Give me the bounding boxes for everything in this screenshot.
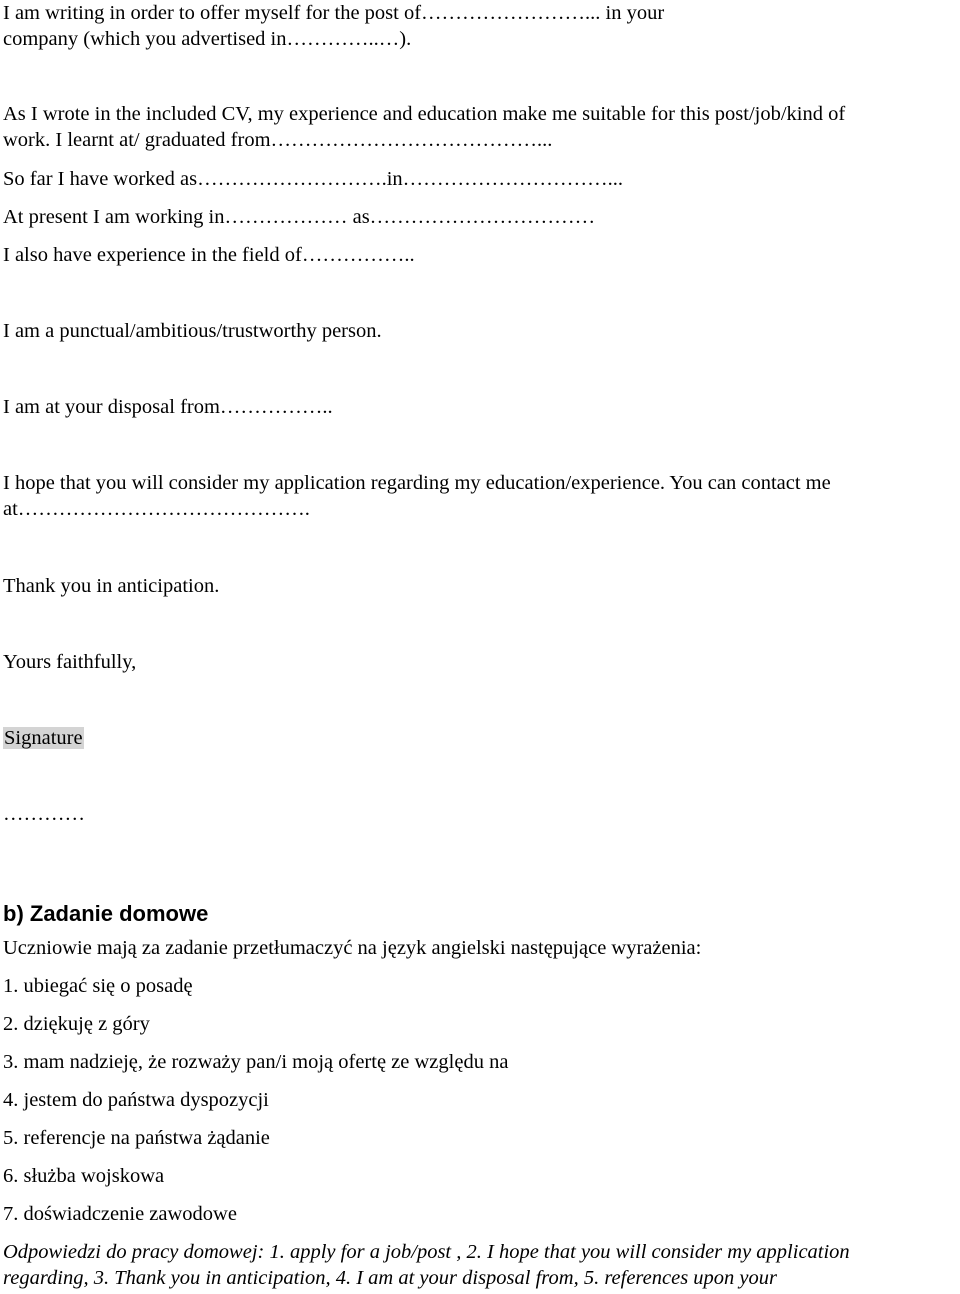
letter-line-closing: Yours faithfully, <box>3 651 137 673</box>
letter-line-worked: So far I have worked as……………………….in…………………………... <box>3 168 624 190</box>
homework-item: 5. referencje na państwa żądanie <box>3 1127 270 1149</box>
letter-line-present: At present I am working in……………… as…………………………… <box>3 206 596 228</box>
answers-line-1: Odpowiedzi do pracy domowej: 1. apply for a job/post , 2. I hope that you will consider my application <box>3 1241 850 1263</box>
signature-line <box>3 725 84 751</box>
homework-item: 1. ubiegać się o posadę <box>3 975 193 997</box>
letter-line-cv: As I wrote in the included CV, my experience and education make me suitable for this post/job/kind of <box>3 103 846 125</box>
letter-line-contact: at……………………………………. <box>3 498 310 520</box>
letter-line-disposal: I am at your disposal from…………….. <box>3 396 333 418</box>
homework-item: 6. służba wojskowa <box>3 1165 165 1187</box>
letter-line-education: work. I learnt at/ graduated from…………………………………... <box>3 129 553 151</box>
homework-item: 2. dziękuję z góry <box>3 1013 150 1035</box>
letter-line-advertised: company (which you advertised in…………..…). <box>3 28 412 50</box>
letter-line-field: I also have experience in the field of…………….. <box>3 244 415 266</box>
signature-dots: ………… <box>3 803 85 825</box>
letter-line-thanks: Thank you in anticipation. <box>3 575 220 597</box>
homework-item: 3. mam nadzieję, że rozważy pan/i moją ofertę ze względu na <box>3 1051 509 1073</box>
letter-line-person: I am a punctual/ambitious/trustworthy person. <box>3 320 382 342</box>
homework-intro: Uczniowie mają za zadanie przetłumaczyć na język angielski następujące wyrażenia: <box>3 937 702 959</box>
signature-label: Signature <box>4 727 83 749</box>
homework-item: 7. doświadczenie zawodowe <box>3 1203 237 1225</box>
letter-line-hope: I hope that you will consider my application regarding my education/experience. You can contact me <box>3 472 831 494</box>
answers-line-2: regarding, 3. Thank you in anticipation, 4. I am at your disposal from, 5. references upon your <box>3 1267 777 1289</box>
letter-line-post: I am writing in order to offer myself for the post of……………………... in your <box>3 2 665 24</box>
homework-item: 4. jestem do państwa dyspozycji <box>3 1089 269 1111</box>
homework-heading: b) Zadanie domowe <box>3 901 209 926</box>
